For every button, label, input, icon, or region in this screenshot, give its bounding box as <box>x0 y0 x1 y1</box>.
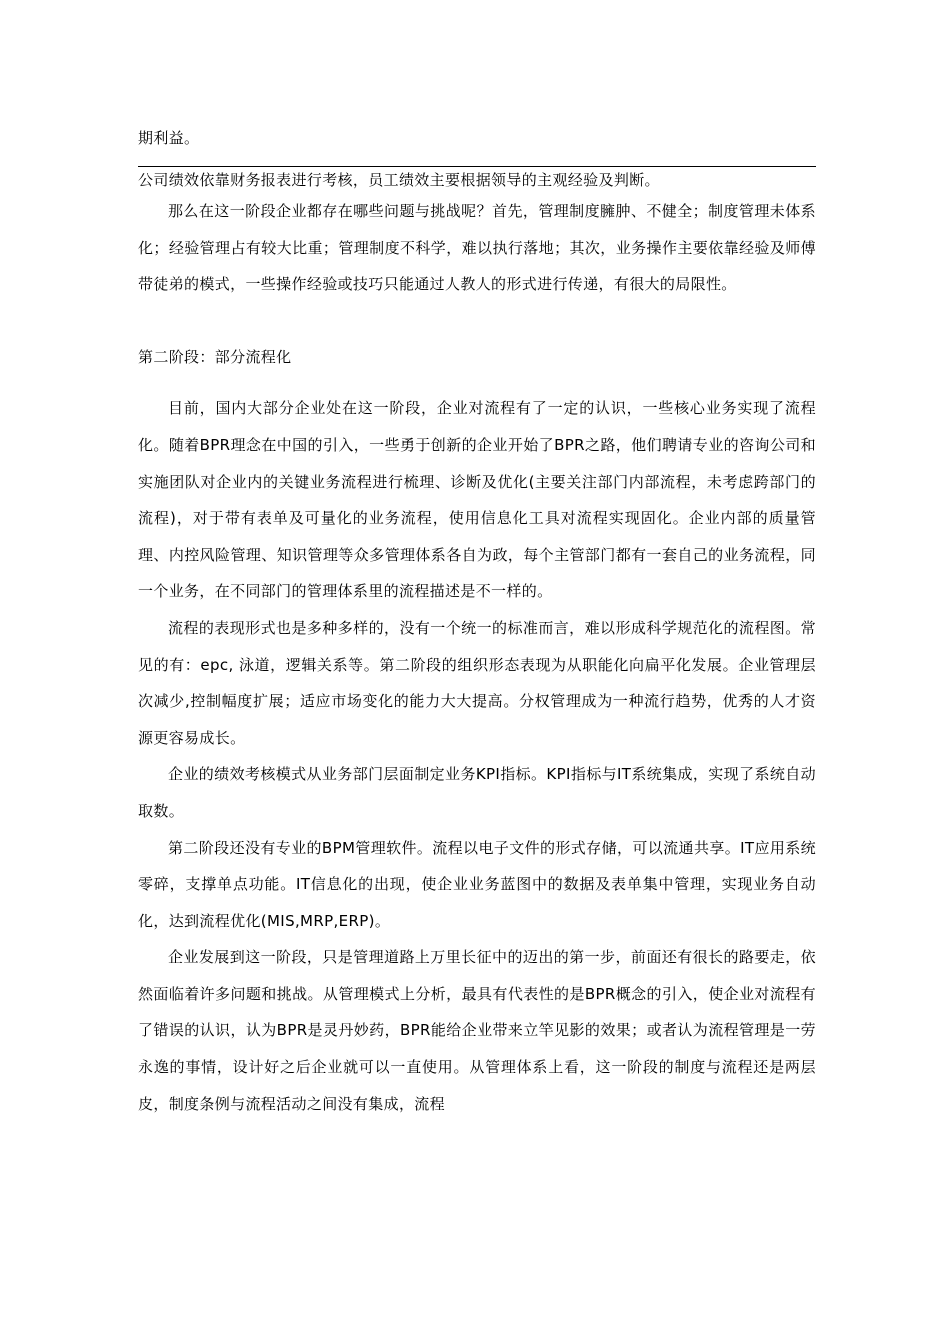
paragraph-kpi: 企业的绩效考核模式从业务部门层面制定业务KPI指标。KPI指标与IT系统集成，实现了系统自动取数。 <box>138 765 816 820</box>
paragraph-stage2-intro: 目前，国内大部分企业处在这一阶段，企业对流程有了一定的认识，一些核心业务实现了流程化。随着BPR理念在中国的引入，一些勇于创新的企业开始了BPR之路，他们聘请专业的咨询公司和实施团队对企业内的关键业务流程进行梳理、诊断及优化(主要关注部门内部流程，未考虑跨部门的流程)，对于带有表单及可量化的业务流程，使用信息化工具对流程实现固化。企业内部的质量管理、内控风险管理、知识管理等众多管理体系各自为政，每个主管部门都有一套自己的业务流程，同一个业务，在不同部门的管理体系里的流程描述是不一样的。 <box>138 399 816 601</box>
paragraph-forms: 流程的表现形式也是多种多样的，没有一个统一的标准而言，难以形成科学规范化的流程图。常见的有：epc, 泳道，逻辑关系等。第二阶段的组织形态表现为从职能化向扁平化发展。企业管理层次减少,控制幅度扩展；适应市场变化的能力大大提高。分权管理成为一种流行趋势，优秀的人才资源更容易成长。 <box>138 618 816 747</box>
paragraph-bpm: 第二阶段还没有专业的BPM管理软件。流程以电子文件的形式存储，可以流通共享。IT应用系统零碎，支撑单点功能。IT信息化的出现，使企业业务蓝图中的数据及表单集中管理，实现业务自动化，达到流程优化(MIS,MRP,ERP)。 <box>138 838 816 930</box>
paragraph-challenges: 企业发展到这一阶段，只是管理道路上万里长征中的迈出的第一步，前面还有很长的路要走，依然面临着许多问题和挑战。从管理模式上分析，最具有代表性的是BPR概念的引入，使企业对流程有了错误的认识，认为BPR是灵丹妙药，BPR能给企业带来立竿见影的效果；或者认为流程管理是一劳永逸的事情，设计好之后企业就可以一直使用。从管理体系上看，这一阶段的制度与流程还是两层皮，制度条例与流程活动之间没有集成，流程 <box>138 948 816 1113</box>
continuation-text: 期利益。 <box>138 129 200 147</box>
section-heading: 第二阶段：部分流程化 <box>138 347 292 366</box>
paragraph-problems: 那么在这一阶段企业都存在哪些问题与挑战呢？首先，管理制度臃肿、不健全；制度管理未体系化；经验管理占有较大比重；管理制度不科学，难以执行落地；其次，业务操作主要依靠经验及师傅带徒弟的模式，一些操作经验或技巧只能通过人教人的形式进行传递，有很大的局限性。 <box>138 202 816 294</box>
performance-note: 公司绩效依靠财务报表进行考核，员工绩效主要根据领导的主观经验及判断。 <box>138 171 660 189</box>
document-body <box>138 120 816 1122</box>
